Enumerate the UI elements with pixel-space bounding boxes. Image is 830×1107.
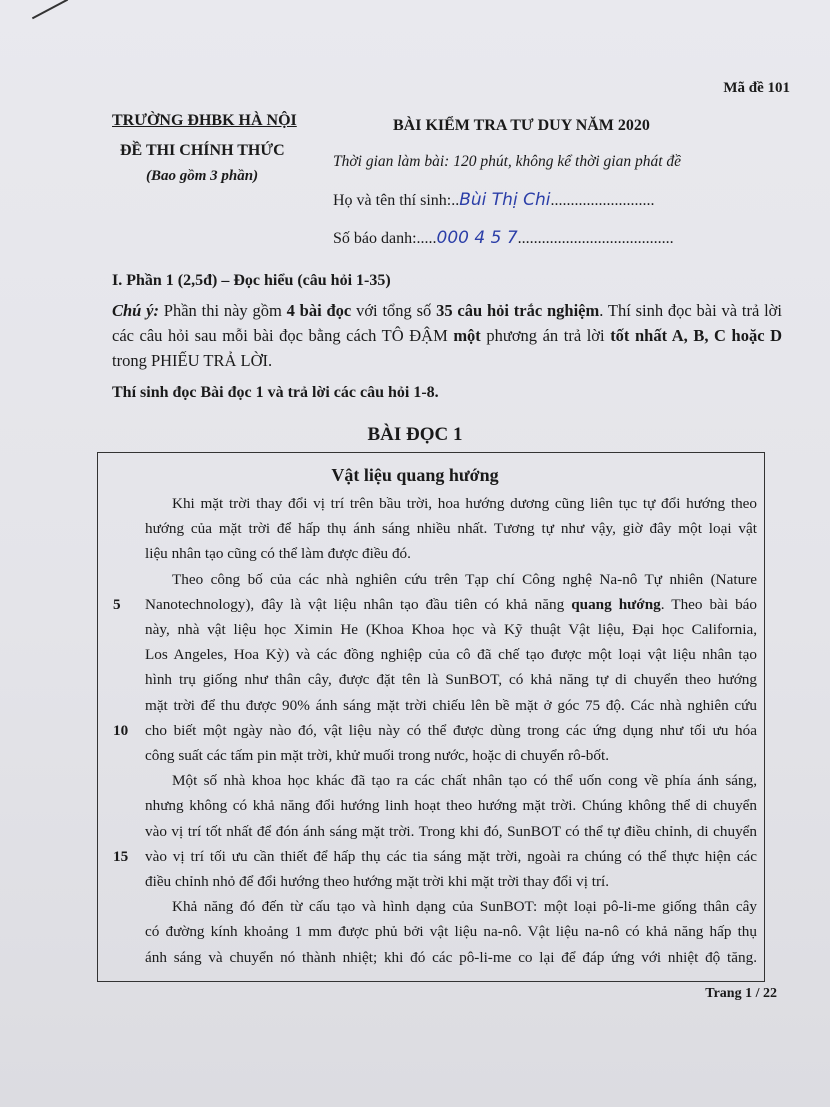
article-line: hướng của mặt trời để hấp thụ ánh sáng nhiều nhất. Tương tự như vậy, giờ đây một loại vật xyxy=(145,520,757,538)
candidate-name-handwritten: Bùi Thị Chi xyxy=(459,190,551,210)
article-line: hình trụ giống như thân cây, được đặt tên là SunBOT, có khả năng tự di chuyển theo hướng xyxy=(145,671,757,689)
note-bold-4: tốt nhất A, B, C hoặc D xyxy=(610,326,783,345)
line-number: 5 xyxy=(113,595,121,613)
candidate-name-label: Họ và tên thí sinh: xyxy=(333,192,452,209)
name-dots-after: .......................... xyxy=(550,192,655,209)
section-heading: I. Phần 1 (2,5đ) – Đọc hiểu (câu hỏi 1-35) xyxy=(112,272,391,289)
official-label: ĐỀ THI CHÍNH THỨC xyxy=(120,142,285,159)
note-text-4: phương án trả lời xyxy=(480,326,611,345)
article-line: Khả năng đó đến từ cấu tạo và hình dạng của SunBOT: một loại pô-li-me giống thân cây xyxy=(172,898,757,916)
note-text-5: trong PHIẾU TRẢ LỜI. xyxy=(112,351,273,370)
line-number: 10 xyxy=(113,721,129,739)
article-line: Los Angeles, Hoa Kỳ) và các đồng nghiệp của cô đã chế tạo được một loại vật liệu nhân tạo xyxy=(145,646,757,664)
candidate-id-handwritten: 000 4 5 7 xyxy=(436,228,518,248)
article-title: Vật liệu quang hướng xyxy=(331,465,499,485)
article-line: điều chỉnh nhỏ để đổi hướng theo hướng mặt trời khi mặt trời thay đổi vị trí. xyxy=(145,873,610,890)
exam-time: Thời gian làm bài: 120 phút, không kể thời gian phát đề xyxy=(333,153,682,170)
article-line: vào vị trí tốt nhất để đón ánh sáng mặt trời. Trong khi đó, SunBOT có thể tự điều chỉnh, di chuyển xyxy=(145,822,757,840)
exam-title: BÀI KIỂM TRA TƯ DUY NĂM 2020 xyxy=(393,117,650,134)
article-line-part: . Theo bài báo xyxy=(660,595,758,613)
note-bold-1: 4 bài đọc xyxy=(286,301,352,320)
parts-note: (Bao gồm 3 phần) xyxy=(146,168,259,184)
article-line: liệu nhân tạo cũng có thể làm được điều đó. xyxy=(145,545,411,563)
paper-crease xyxy=(32,0,68,19)
reading-label: BÀI ĐỌC 1 xyxy=(367,424,463,445)
section-note xyxy=(112,298,782,373)
article-line-part: Nanotechnology), đây là vật liệu nhân tạo đầu tiên có khả năng xyxy=(145,595,572,613)
article-line: có đường kính khoảng 1 mm được phủ bởi vật liệu na-nô. Vật liệu na-nô có khả năng hấp thụ xyxy=(145,923,757,941)
article-line: vào vị trí tối ưu cần thiết để hấp thụ các tia sáng mặt trời, ngoài ra chúng có thể thực hiện các xyxy=(145,847,757,865)
page-number: Trang 1 / 22 xyxy=(705,985,777,1001)
note-text-2: với tổng số xyxy=(351,301,437,320)
article-line: nhưng không có khả năng đổi hướng linh hoạt theo hướng mặt trời. Chúng không thể di chuyển xyxy=(145,797,757,815)
name-dots-before: .. xyxy=(451,192,460,209)
school-name: TRƯỜNG ĐHBK HÀ NỘI xyxy=(112,112,297,129)
id-dots-after: ....................................... xyxy=(517,230,674,247)
article-line: mặt trời để thu được 90% ánh sáng mặt trời chiếu lên bề mặt ở góc 75 độ. Các nhà nghiên cứu xyxy=(145,696,757,714)
article-line: Khi mặt trời thay đổi vị trí trên bầu trời, hoa hướng dương cũng liên tục tự đổi hướng theo xyxy=(172,495,757,512)
article-line: ánh sáng và chuyển nó thành nhiệt; khi đó các pô-li-me co lại để đáp ứng với nhiệt độ tăng. xyxy=(145,948,757,966)
article-line: Một số nhà khoa học khác đã tạo ra các chất nhân tạo có thể uốn cong về phía ánh sáng, xyxy=(172,772,757,790)
article-line: này, nhà vật liệu học Ximin He (Khoa Khoa học và Kỹ thuật Vật liệu, Đại học California, xyxy=(145,621,757,638)
note-text-1: Phần thi này gồm xyxy=(159,301,287,320)
article-line: cho biết một ngày nào đó, vật liệu này có thể được dùng trong các ứng dụng như tối ưu hóa xyxy=(145,721,757,739)
line-number: 15 xyxy=(113,847,129,865)
article-line xyxy=(145,596,757,614)
article-line: công suất các tấm pin mặt trời, khử muối trong nước, hoặc di chuyển rô-bốt. xyxy=(145,747,609,764)
candidate-name-row xyxy=(333,190,654,210)
candidate-id-label: Số báo danh: xyxy=(333,230,417,247)
article-keyword: quang hướng xyxy=(571,595,661,613)
article-line: Theo công bố của các nhà nghiên cứu trên Tạp chí Công nghệ Na-nô Tự nhiên (Nature xyxy=(172,570,757,588)
reading-instruction: Thí sinh đọc Bài đọc 1 và trả lời các câu hỏi 1-8. xyxy=(112,384,439,401)
exam-code: Mã đề 101 xyxy=(723,80,790,96)
note-bold-2: 35 câu hỏi trắc nghiệm xyxy=(436,301,600,320)
note-bold-3: một xyxy=(453,326,481,345)
id-dots-before: ..... xyxy=(416,230,437,247)
candidate-id-row xyxy=(333,228,674,248)
note-label: Chú ý: xyxy=(112,301,159,320)
note-text-3: . Thí sinh đọc bài và trả lời các câu hỏi sau mỗi bài đọc bằng cách TÔ ĐẬM xyxy=(112,301,782,345)
